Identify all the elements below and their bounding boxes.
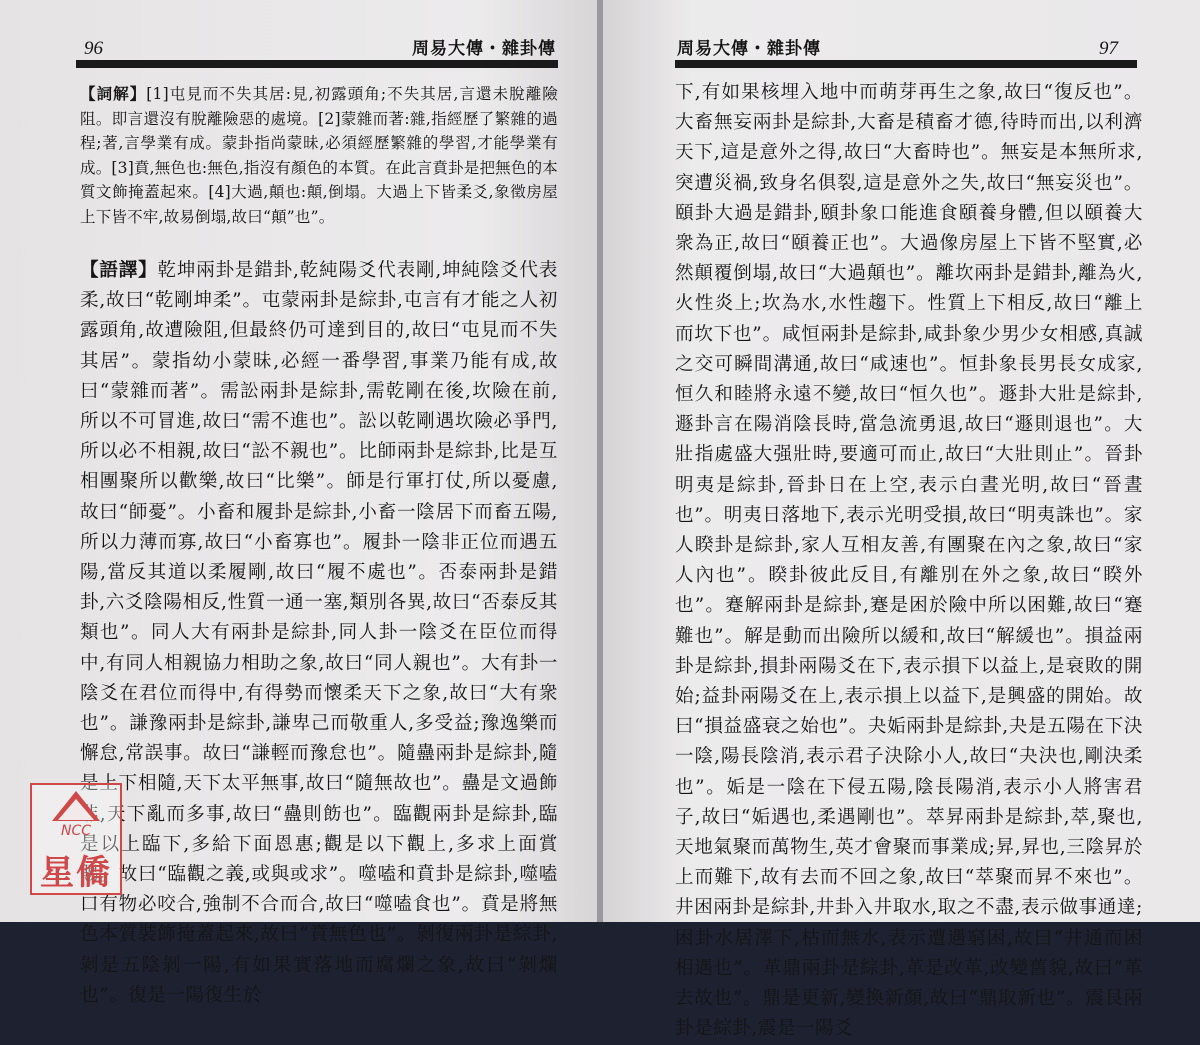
page-number-left: 96 [84, 38, 103, 59]
translation-text: 乾坤兩卦是錯卦,乾純陽爻代表剛,坤純陰爻代表柔,故曰“乾剛坤柔”。屯蒙兩卦是綜卦,屯言有才能之人初露頭角,故遭險阻,但最終仍可達到目的,故曰“屯見而不失其居”。蒙指幼小蒙昧,必經一番學習,事業乃能有成,故曰“蒙雜而著”。需訟兩卦是綜卦,需乾剛在後,坎險在前,所以不可冒進,故曰“需不進也”。訟以乾剛遇坎險必爭門,所以必不相親,故曰“訟不親也”。比師兩卦是綜卦,比是互相團聚所以歡樂,故曰“比樂”。師是行軍打仗,所以憂慮,故曰“師憂”。小畜和履卦是綜卦,小畜一陰居下而畜五陽,所以力薄而寡,故曰“小畜寡也”。履卦一陰非正位而遇五陽,當反其道以柔履剛,故曰“履不處也”。否泰兩卦是錯卦,六爻陰陽相反,性質一通一塞,類別各異,故曰“否泰反其類也”。同人大有兩卦是綜卦,同人卦一陰爻在臣位而得中,有同人相親協力相助之象,故曰“同人親也”。大有卦一陰爻在君位而得中,有得勢而懷柔天下之象,故曰“大有衆也”。謙豫兩卦是綜卦,謙卑己而敬重人,多受益;豫逸樂而懈怠,常誤事。故曰“謙輕而豫怠也”。隨蠱兩卦是綜卦,隨是上下相隨,天下太平無事,故曰“隨無故也”。蠱是文過飾非,天下亂而多事,故曰“蠱則飭也”。臨觀兩卦是綜卦,臨是以上臨下,多給下面恩惠;觀是以下觀上,多求上面賞賜。故曰“臨觀之義,或與或求”。噬嗑和賁卦是綜卦,噬嗑口有物必咬合,強制不合而合,故曰“噬嗑食也”。賁是將無色本質裝飾掩蓋起來,故曰“賁無色也”。剝復兩卦是綜卦,剝是五陰剝一陽,有如果實落地而腐爛之象,故曰“剝爛也”。復是一陽復生於 [80, 260, 558, 1006]
left-page [0, 0, 597, 1006]
right-page [603, 0, 1200, 1040]
translation-label: 【語譯】 [80, 260, 158, 281]
notes-label: 【詞解】 [80, 85, 147, 103]
right-body-text: 下,有如果核埋入地中而萌芽再生之象,故曰“復反也”。大畜無妄兩卦是綜卦,大畜是積畜才德,待時而出,以利濟天下,這是意外之得,故曰“大畜時也”。無妄是本無所求,突遭災禍,致身名俱裂,這是意外之失,故曰“無妄災也”。頤卦大過是錯卦,頤卦象口能進食頤養身體,但以頤養大衆為正,故曰“頤養正也”。大過像房屋上下皆不堅實,必然顛覆倒塌,故曰“大過顛也”。離坎兩卦是錯卦,離為火,火性炎上;坎為水,水性趨下。性質上下相反,故曰“離上而坎下也”。咸恒兩卦是綜卦,咸卦象少男少女相感,真誠之交可瞬間溝通,故曰“咸速也”。恒卦象長男長女成家,恒久和睦將永遠不變,故曰“恒久也”。遯卦大壯是綜卦,遯卦言在陽消陰長時,當急流勇退,故曰“遯則退也”。大壯指處盛大强壯時,要適可而止,故曰“大壯則止”。晉卦明夷是綜卦,晉卦日在上空,表示白晝光明,故曰“晉晝也”。明夷日落地下,表示光明受損,故曰“明夷誅也”。家人睽卦是綜卦,家人互相友善,有團聚在內之象,故曰“家人內也”。睽卦彼此反目,有離別在外之象,故曰“睽外也”。蹇解兩卦是綜卦,蹇是困於險中所以困難,故曰“蹇難也”。解是動而出險所以緩和,故曰“解緩也”。損益兩卦是綜卦,損卦兩陽爻在下,表示損下以益上,是衰敗的開始;益卦兩陽爻在上,表示損上以益下,是興盛的開始。故曰“損益盛衰之始也”。夬姤兩卦是綜卦,夬是五陽在下決一陰,陽長陰消,表示君子決除小人,故曰“夬決也,剛決柔也”。姤是一陰在下侵五陽,陰長陽消,表示小人將害君子,故曰“姤遇也,柔遇剛也”。萃昇兩卦是綜卦,萃,聚也,天地氣聚而萬物生,英才會聚而事業成;昇,昇也,三陰昇於上而難下,故有去而不回之象,故曰“萃聚而昇不來也”。井困兩卦是綜卦,井卦入井取水,取之不盡,表示做事通達;困卦水居澤下,枯而無水,表示遭遇窮困,故曰“井通而困相遇也”。革鼎兩卦是綜卦,革是改革,改變舊貌,故曰“革去故也”。鼎是更新,變換新顏,故曰“鼎取新也”。震艮兩卦是綜卦,震是一陽爻 [675, 82, 1143, 1040]
stamp-letters: NCC [60, 823, 92, 839]
header-rule-right [675, 60, 1137, 68]
page-number-right: 97 [1099, 38, 1118, 59]
watermark-stamp [30, 783, 122, 895]
running-head-right: 周易大傳・雜卦傳 [677, 39, 821, 59]
translation-section [80, 256, 558, 1006]
notes-section [80, 82, 558, 229]
stamp-name: 星僑 [40, 853, 112, 893]
running-head-left: 周易大傳・雜卦傳 [412, 39, 556, 59]
notes-text: [1]屯見而不失其居:見,初露頭角;不失其居,言還未脫離險阻。即言還沒有脫離險惡的處境。[2]蒙雜而著:雜,指經歷了繁雜的過程;著,言學業有成。蒙卦指尚蒙昧,必須經歷繁雜的學習,才能學業有成。[3]賁,無色也:無色,指沒有顏色的本質。在此言賁卦是把無色的本質文飾掩蓋起來。[4]大過,顛也:顛,倒塌。大過上下皆柔爻,象徵房屋上下皆不牢,故易倒塌,故曰“顛”也”。 [80, 85, 558, 226]
header-rule-left [76, 60, 558, 68]
